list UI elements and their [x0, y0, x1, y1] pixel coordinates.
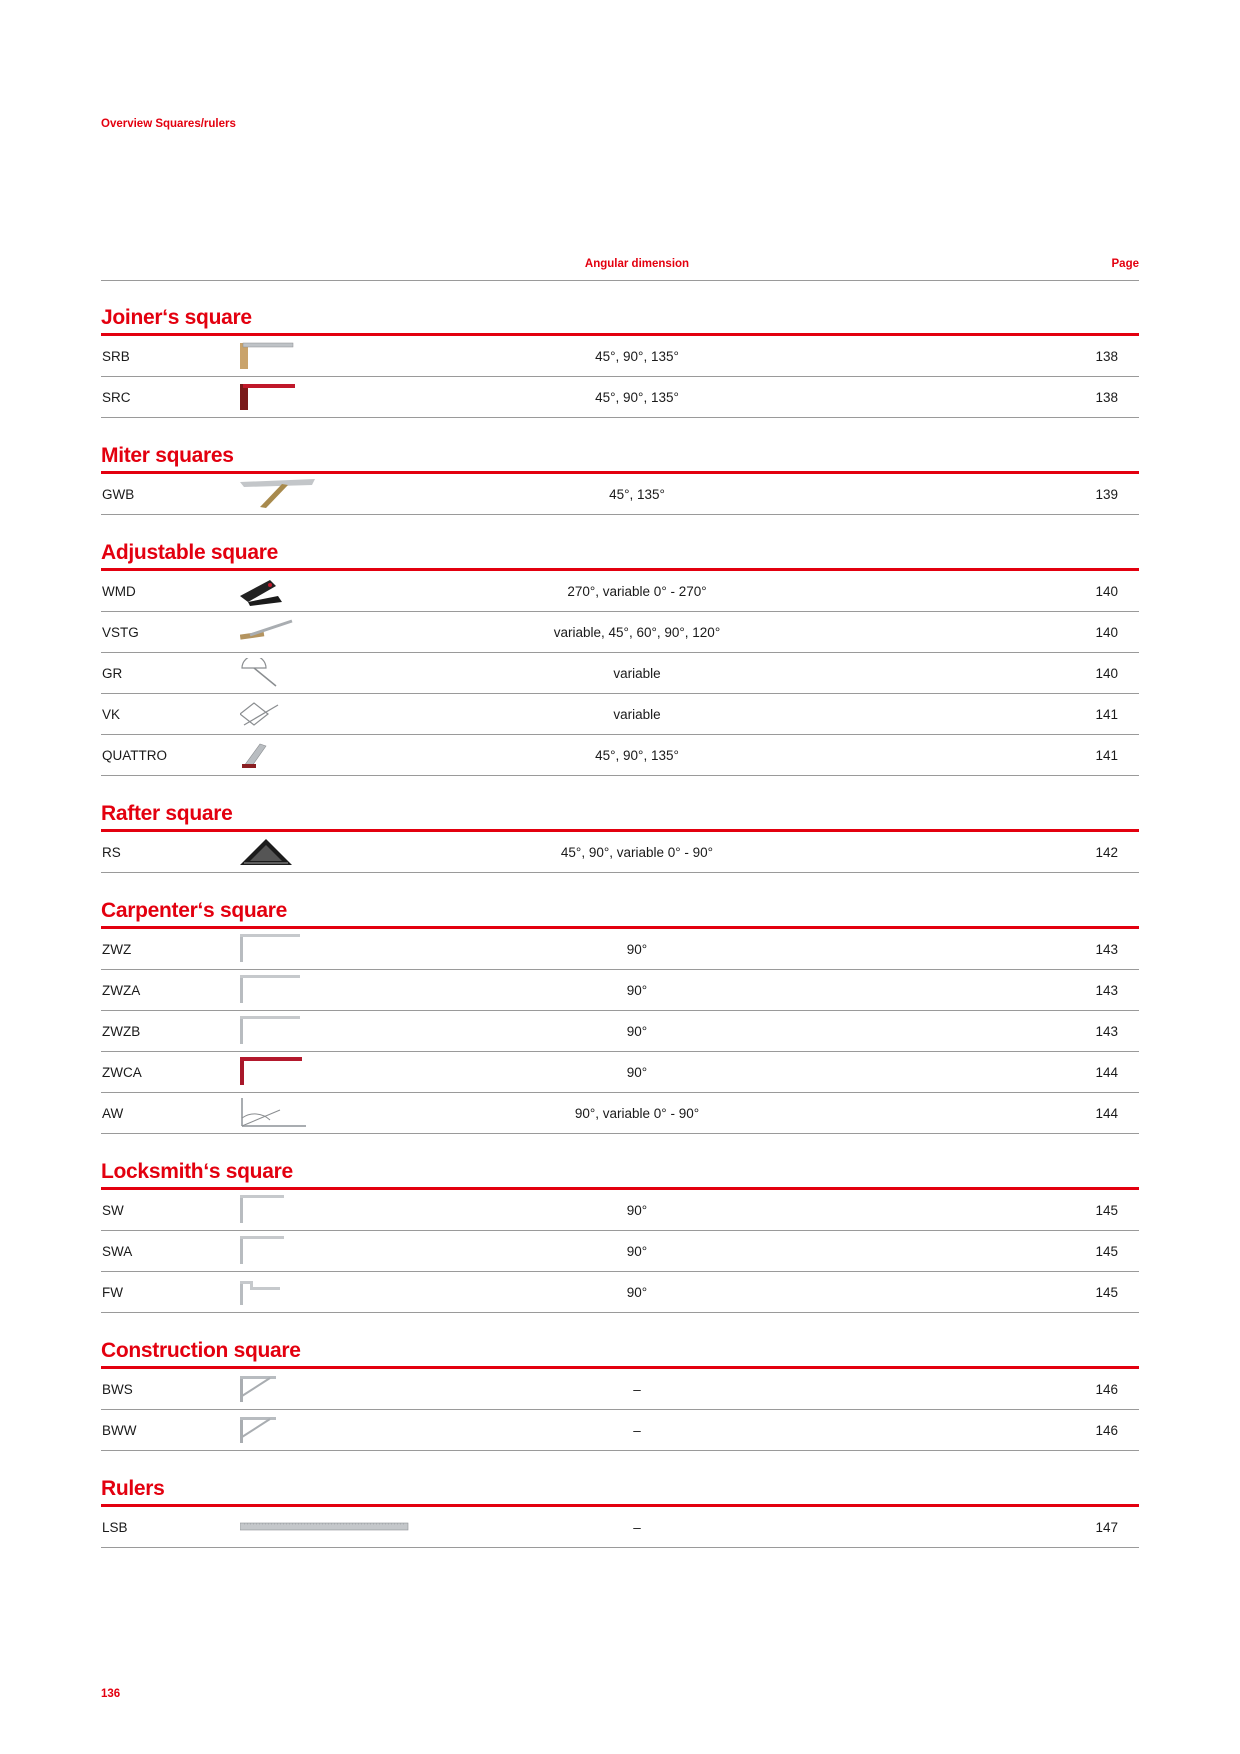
angular-dimension: 90° — [626, 983, 648, 998]
page-reference: 138 — [1095, 349, 1118, 364]
table-row — [101, 474, 1139, 515]
page-reference: 145 — [1095, 1203, 1118, 1218]
flange-square-icon — [240, 1277, 350, 1307]
product-code: BWS — [102, 1382, 133, 1397]
carpenter-square-icon — [240, 1016, 350, 1046]
section-title: Locksmith‘s square — [101, 1160, 293, 1183]
protractor-square-icon — [240, 1098, 350, 1128]
carpenter-square-red-icon — [240, 1057, 350, 1087]
page-reference: 143 — [1095, 1024, 1118, 1039]
angular-dimension: 90° — [626, 1244, 648, 1259]
protractor-icon — [240, 658, 350, 688]
angular-dimension: variable — [613, 707, 661, 722]
section — [101, 776, 1139, 873]
product-code: ZWZA — [102, 983, 141, 998]
section-title: Joiner‘s square — [101, 306, 252, 329]
product-code: SRC — [102, 390, 131, 405]
angular-dimension: variable — [613, 666, 661, 681]
page-reference: 139 — [1095, 487, 1118, 502]
section — [101, 280, 1139, 418]
construction-square-icon — [240, 1415, 350, 1445]
angular-dimension: 270°, variable 0° - 270° — [567, 584, 707, 599]
page-reference: 146 — [1095, 1423, 1118, 1438]
page-reference: 141 — [1095, 748, 1118, 763]
page-reference: 145 — [1095, 1244, 1118, 1259]
table-row — [101, 1272, 1139, 1313]
sliding-bevel-icon — [240, 617, 350, 647]
angular-dimension: – — [633, 1382, 641, 1397]
locksmith-square-icon — [240, 1195, 350, 1225]
page-reference: 145 — [1095, 1285, 1118, 1300]
table-row — [101, 1052, 1139, 1093]
page-reference: 143 — [1095, 942, 1118, 957]
column-header-angular-dimension: Angular dimension — [584, 258, 690, 270]
product-code: VSTG — [102, 625, 139, 640]
angular-dimension: 90° — [626, 1203, 648, 1218]
joiner-square-red-icon — [240, 382, 350, 412]
section — [101, 418, 1139, 515]
angular-dimension: 90° — [626, 1285, 648, 1300]
page-reference: 147 — [1095, 1520, 1118, 1535]
table-row — [101, 612, 1139, 653]
table-row — [101, 1190, 1139, 1231]
product-code: GWB — [102, 487, 135, 502]
page-reference: 143 — [1095, 983, 1118, 998]
section-title: Rulers — [101, 1477, 165, 1500]
table-row — [101, 694, 1139, 735]
section-title: Construction square — [101, 1339, 301, 1362]
carpenter-square-icon — [240, 934, 350, 964]
carpenter-square-icon — [240, 975, 350, 1005]
table-row — [101, 336, 1139, 377]
table-row — [101, 653, 1139, 694]
section-title: Rafter square — [101, 802, 233, 825]
section-title: Adjustable square — [101, 541, 278, 564]
product-code: QUATTRO — [102, 748, 167, 763]
adjustable-bevel-icon — [240, 576, 350, 606]
section — [101, 1451, 1139, 1548]
construction-square-icon — [240, 1374, 350, 1404]
product-code: SRB — [102, 349, 130, 364]
angular-dimension: variable, 45°, 60°, 90°, 120° — [553, 625, 721, 640]
product-code: AW — [102, 1106, 124, 1121]
angular-dimension: 45°, 90°, 135° — [595, 748, 679, 763]
quattro-square-icon — [240, 740, 350, 770]
table-row — [101, 1011, 1139, 1052]
angular-dimension: 45°, 135° — [609, 487, 665, 502]
table-row — [101, 1507, 1139, 1548]
page-number: 136 — [101, 1688, 121, 1700]
section-title: Miter squares — [101, 444, 234, 467]
section — [101, 1313, 1139, 1451]
angular-dimension: 45°, 90°, 135° — [595, 390, 679, 405]
angular-dimension: – — [633, 1520, 641, 1535]
page-reference: 140 — [1095, 625, 1118, 640]
product-code: SW — [102, 1203, 124, 1218]
angular-dimension: – — [633, 1423, 641, 1438]
miter-square-icon — [240, 479, 350, 509]
product-code: ZWZB — [102, 1024, 141, 1039]
product-code: ZWZ — [102, 942, 132, 957]
locksmith-square-icon — [240, 1236, 350, 1266]
table-row — [101, 377, 1139, 418]
page-reference: 138 — [1095, 390, 1118, 405]
product-overview-table — [101, 280, 1139, 1548]
angular-dimension: 90° — [626, 1065, 648, 1080]
product-code: LSB — [102, 1520, 128, 1535]
column-header-page: Page — [1111, 258, 1139, 270]
product-code: BWW — [102, 1423, 137, 1438]
product-code: SWA — [102, 1244, 133, 1259]
page-reference: 142 — [1095, 845, 1118, 860]
page-reference: 141 — [1095, 707, 1118, 722]
table-row — [101, 832, 1139, 873]
table-row — [101, 735, 1139, 776]
page-reference: 144 — [1095, 1065, 1118, 1080]
page-reference: 146 — [1095, 1382, 1118, 1397]
page-reference: 140 — [1095, 666, 1118, 681]
table-row — [101, 1093, 1139, 1134]
joiner-square-wood-icon — [240, 341, 350, 371]
product-code: FW — [102, 1285, 123, 1300]
section-title: Carpenter‘s square — [101, 899, 288, 922]
angular-dimension: 90° — [626, 1024, 648, 1039]
product-code: GR — [102, 666, 123, 681]
section — [101, 1134, 1139, 1313]
page-reference: 144 — [1095, 1106, 1118, 1121]
table-row — [101, 1231, 1139, 1272]
angular-dimension: 45°, 90°, variable 0° - 90° — [560, 845, 714, 860]
product-code: ZWCA — [102, 1065, 142, 1080]
angle-gauge-icon — [240, 699, 350, 729]
table-row — [101, 571, 1139, 612]
section — [101, 515, 1139, 776]
table-row — [101, 970, 1139, 1011]
angular-dimension: 45°, 90°, 135° — [595, 349, 679, 364]
product-code: VK — [102, 707, 121, 722]
rafter-square-icon — [240, 837, 350, 867]
product-code: RS — [102, 845, 121, 860]
steel-ruler-icon — [240, 1512, 350, 1542]
table-row — [101, 1410, 1139, 1451]
breadcrumb: Overview Squares/rulers — [101, 118, 236, 130]
table-row — [101, 1369, 1139, 1410]
product-code: WMD — [102, 584, 136, 599]
angular-dimension: 90°, variable 0° - 90° — [574, 1106, 700, 1121]
table-row — [101, 929, 1139, 970]
section — [101, 873, 1139, 1134]
column-header-row — [101, 255, 1139, 281]
angular-dimension: 90° — [626, 942, 648, 957]
page-reference: 140 — [1095, 584, 1118, 599]
